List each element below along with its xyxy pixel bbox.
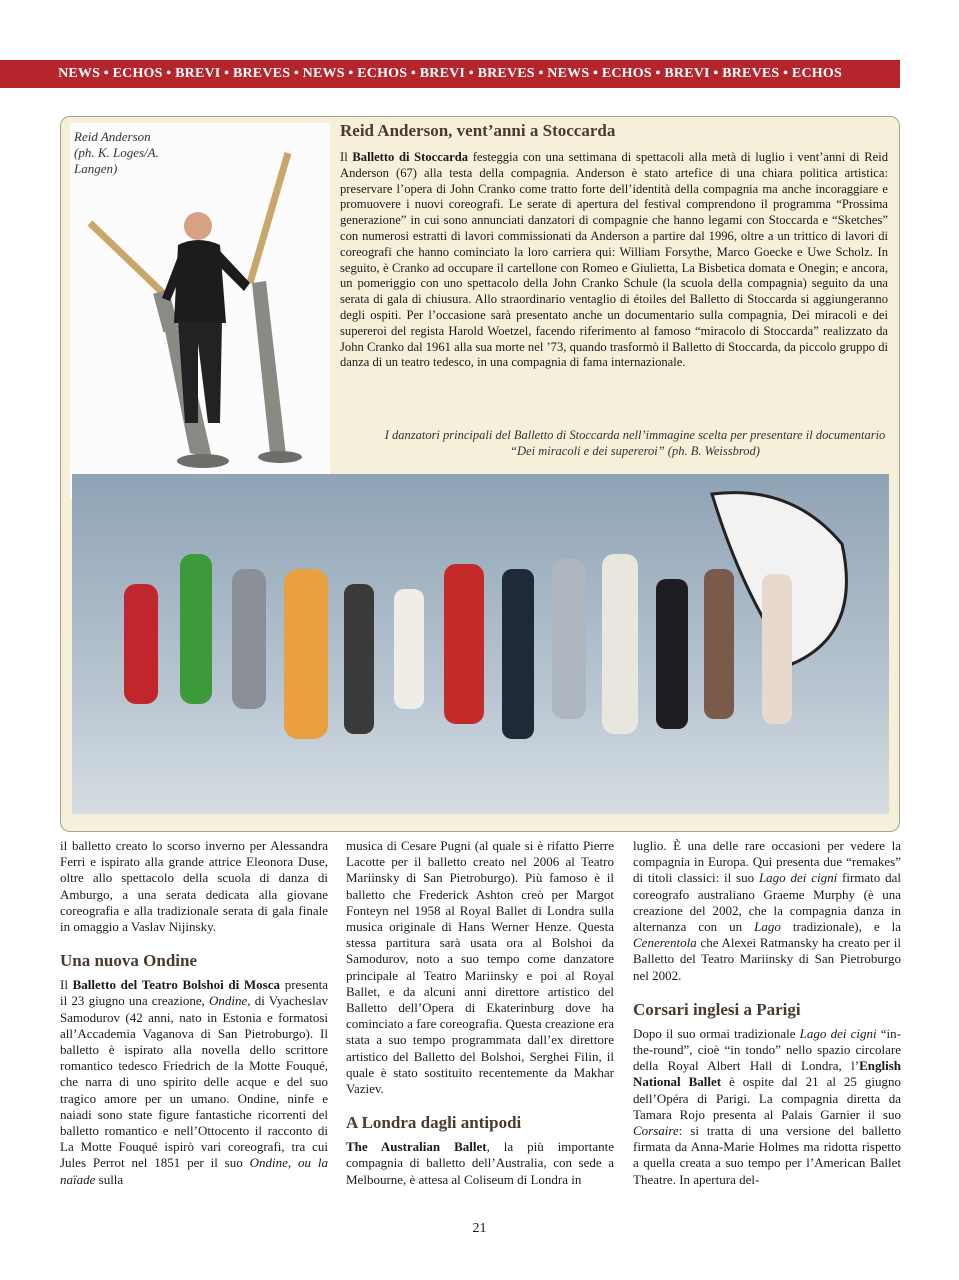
text: che Alexei Ratmansky ha creato per il Balletto del Teatro Mariinsky di San Pietroburgo nel 2002. <box>633 935 901 983</box>
text: “in-the-round”, cioè “in tondo” nello spazio circolare della Royal Albert Hall di Londra, l’ <box>633 1025 901 1074</box>
title-ondine: Ondine, <box>209 993 251 1009</box>
body-text: festeggia con una settimana di spettacoli alla metà di luglio i vent’anni di Reid Anderson (67) alla testa della compagnia. Anderson è stato artefice di una chiara politica artistica: preservare l’opera di John Cranko come tratto forte dell’identità della compagnia ma anche incoraggiare e promuovere i nuovi coreografi. Le serate di apertura del festival comprendono il programma “Prossima generazione” in cui sono annunciati danzatori di compagnie che hanno legami con Stoccarda e “Sketches” con numerosi estratti di lavori commissionati da Anderson a partire dal 1996, oltre a un trittico di lavori di coreografi che hanno cominciato la loro carriera qui: William Forsythe, Marco Goecke e Uwe Scholz. In seguito, è Cranko ad occupare il cartellone con Romeo e Giulietta, La Bisbetica domata e Onegin; e ancora, un pomeriggio con uno spettacolo della John Cranko Schule (la scuola della compagnia) seguito da una serata di gala di chiusura. Allo straordinario ventaglio di étoiles del Balletto di Stoccarda si aggiungeranno degli ospiti. Per l’occasione sarà presentato anche un documentario sulla compagnia, Dei miracoli e dei supereroi del regista Harold Woetzel, facendo riferimento al famoso “miracolo di Stoccarda” realizzato da John Cranko dal 1961 alla sua morte nel ’73, quando trasformò il Balletto di Stoccarda, da piccolo gruppo di danza di un teatro tedesco, in una compagnia di fama internazionale. <box>340 150 888 370</box>
column-3 <box>633 838 901 1188</box>
title-lago-cigni: Lago dei cigni <box>799 1025 877 1041</box>
paragraph-londra <box>346 1139 614 1188</box>
body-lead: Balletto di Stoccarda <box>352 150 469 164</box>
feature-body <box>340 150 888 371</box>
text: , la più importante compagnia di balletto dell’Australia, con sede a Melbourne, è attesa al Coliseum di Londra in <box>346 1139 614 1187</box>
text: Dopo il suo ormai tradizionale <box>633 1025 800 1041</box>
reid-anderson-photo <box>70 123 330 498</box>
lead-english-national-ballet: English National Ballet <box>633 1058 901 1090</box>
dancers-group-photo <box>72 474 889 814</box>
title-lago: Lago dei cigni <box>758 870 838 886</box>
caption-line: (ph. K. Loges/A. <box>74 145 159 160</box>
column-2 <box>346 838 614 1188</box>
body-text: Il <box>340 150 353 164</box>
text: Il <box>60 977 73 993</box>
text: firmato dal coreografo australiano Graeme Murphy (è una creazione del 2002, che la compagnia danza in alternanza con un <box>633 870 901 935</box>
reid-anderson-illustration <box>70 123 330 498</box>
paragraph <box>633 838 901 984</box>
lead-bolshoi: Balletto del Teatro Bolshoi di Mosca <box>72 977 281 993</box>
title-corsaire: Corsaire <box>633 1123 679 1139</box>
paragraph-ondine <box>60 977 328 1188</box>
feature-title: Reid Anderson, vent’anni a Stoccarda <box>340 121 616 140</box>
heading-corsari: Corsari inglesi a Parigi <box>633 999 801 1019</box>
page-number: 21 <box>472 1221 487 1236</box>
group-photo-caption: I danzatori principali del Balletto di Stoccarda nell’immagine scelta per presentare il documentario “Dei miracoli e dei supereroi” (ph. B. Weissbrod) <box>384 428 886 458</box>
caption-line: Reid Anderson <box>74 129 151 144</box>
text: tradizionale), e la <box>780 919 901 935</box>
caption-line: Langen) <box>74 161 118 176</box>
heading-londra: A Londra dagli antipodi <box>346 1113 522 1133</box>
news-banner: NEWS • ECHOS • BREVI • BREVES • NEWS • ECHOS • BREVI • BREVES • NEWS • ECHOS • BREVI • BREVES • ECHOS <box>0 60 900 88</box>
title-ondine-naiade: Ondine, ou la naïade <box>60 1155 328 1187</box>
column-1 <box>60 838 328 1188</box>
lead-australian-ballet: The Australian Ballet <box>346 1139 487 1155</box>
title-lago-short: Lago <box>754 919 781 935</box>
paragraph: il balletto creato lo scorso inverno per Alessandra Ferri e ispirato alla grande attrice Eleonora Duse, oltre allo spettacolo della scuola di danza di Amburgo, a una serata dedicata alla giovane coreografia e alla tradizionale serata di gala finale in omaggio a Vaslav Nijinsky. <box>60 838 328 935</box>
text: luglio. È una delle rare occasioni per vedere la compagnia in Europa. Qui presenta due “remakes” di titoli classici: il suo <box>633 838 901 886</box>
paragraph-corsari <box>633 1026 901 1188</box>
text: sulla <box>95 1171 124 1187</box>
text: presenta il 23 giugno una creazione, <box>60 977 329 1009</box>
photo-caption-reid <box>74 129 159 177</box>
heading-ondine: Una nuova Ondine <box>60 951 197 971</box>
paragraph: musica di Cesare Pugni (al quale si è rifatto Pierre Lacotte per il balletto creato nel 2006 al Teatro Mariinsky di San Pietroburgo). Più famoso è il balletto che Frederick Ashton creò per Margot Fonteyn nel 1958 al Royal Ballet di Londra sulla musica originale di Hans Werner Henze. Questa stessa partitura sarà usata ora al Bolshoi da Samodurov, noto a suo tempo come danzatore principale al Teatro Mariinsky e poi al Royal Ballet, e da alcuni anni direttore artistico del Balletto dell’Opera di Ekaterinburg dove ha cominciato a fare coreografia. Questa creazione era stata a suo tempo programmata dall’ex direttore artistico del Balletto del Bolshoi, Serghei Filin, il quale è stato sostituito recentemente da Makhar Vaziev. <box>346 838 614 1097</box>
title-cenerentola: Cenerentola <box>633 935 697 951</box>
text: : si tratta di una versione del balletto firmata da Anna-Marie Holmes ma ridotta rispetto a quella creata a suo tempo per l’American Ballet Theatre. In apertura del- <box>633 1123 901 1187</box>
dancers-illustration <box>72 474 889 814</box>
text: di Vyacheslav Samodurov (42 anni, nato in Estonia e formatosi all’Accademia Vaganova di San Pietroburgo). Il balletto è ispirato alla novella dello scrittore romantico tedesco Friedrich de la Motte Fouqué, che narra di uno spirito delle acque e del suo tragico amore per un umano. Ondine, ninfe e naiadi sono state figure fantastiche ricorrenti del balletto romantico e nell’Ottocento il racconto di La Motte Fouqué ispirò vari coreografi, tra cui Jules Perrot nel 1851 per il suo <box>60 993 328 1171</box>
text: è ospite dal 21 al 25 giugno dell’Opéra di Parigi. La compagnia diretta da Tamara Rojo presenta al Palais Garnier il suo <box>633 1074 901 1122</box>
